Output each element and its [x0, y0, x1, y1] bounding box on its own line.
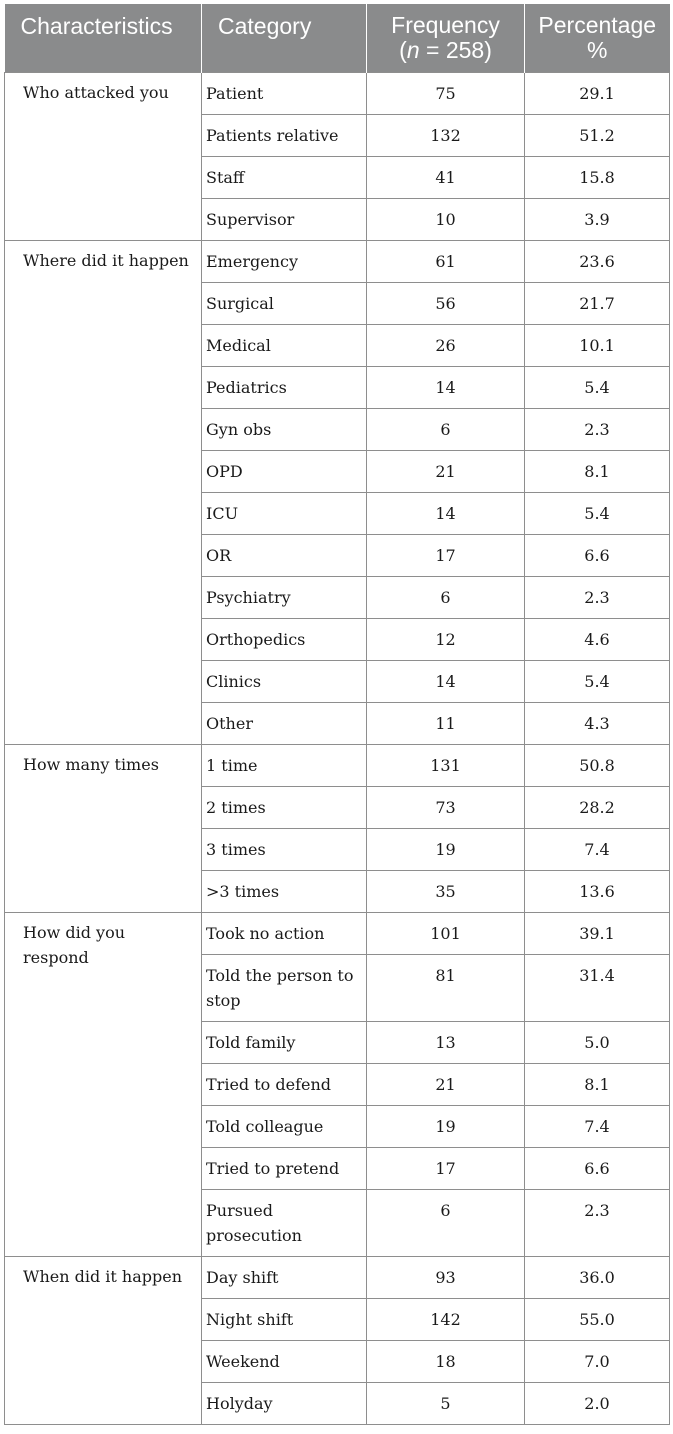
category-cell: Told colleague — [202, 1105, 367, 1147]
percentage-cell: 3.9 — [525, 198, 670, 240]
percentage-cell: 21.7 — [525, 282, 670, 324]
frequency-cell: 14 — [367, 492, 525, 534]
percentage-cell: 51.2 — [525, 114, 670, 156]
category-cell: Told family — [202, 1021, 367, 1063]
frequency-cell: 93 — [367, 1256, 525, 1298]
frequency-cell: 56 — [367, 282, 525, 324]
category-cell: Orthopedics — [202, 618, 367, 660]
frequency-cell: 21 — [367, 450, 525, 492]
frequency-cell: 19 — [367, 828, 525, 870]
frequency-cell: 12 — [367, 618, 525, 660]
frequency-cell: 75 — [367, 72, 525, 114]
category-cell: OPD — [202, 450, 367, 492]
frequency-cell: 17 — [367, 534, 525, 576]
category-cell: OR — [202, 534, 367, 576]
table-row — [5, 912, 670, 954]
frequency-cell: 132 — [367, 114, 525, 156]
characteristic-cell: How many times — [5, 744, 202, 912]
category-cell: Pursued prosecution — [202, 1189, 367, 1256]
percentage-cell: 23.6 — [525, 240, 670, 282]
category-cell: Pediatrics — [202, 366, 367, 408]
header-frequency-label: Frequency — [391, 11, 500, 38]
frequency-cell: 10 — [367, 198, 525, 240]
percentage-cell: 31.4 — [525, 954, 670, 1021]
category-cell: >3 times — [202, 870, 367, 912]
category-cell: Holyday — [202, 1382, 367, 1424]
frequency-cell: 73 — [367, 786, 525, 828]
category-cell: Psychiatry — [202, 576, 367, 618]
frequency-cell: 5 — [367, 1382, 525, 1424]
percentage-cell: 7.4 — [525, 828, 670, 870]
header-percentage-label: Percentage — [538, 11, 657, 38]
frequency-cell: 11 — [367, 702, 525, 744]
frequency-cell: 35 — [367, 870, 525, 912]
header-frequency-n-rest: = 258) — [419, 36, 492, 63]
percentage-cell: 2.0 — [525, 1382, 670, 1424]
frequency-cell: 61 — [367, 240, 525, 282]
violence-characteristics-table — [4, 4, 670, 1425]
category-cell: Medical — [202, 324, 367, 366]
percentage-cell: 6.6 — [525, 534, 670, 576]
category-cell: Tried to pretend — [202, 1147, 367, 1189]
category-cell: ICU — [202, 492, 367, 534]
header-frequency — [367, 4, 525, 72]
category-cell: Weekend — [202, 1340, 367, 1382]
category-cell: Tried to defend — [202, 1063, 367, 1105]
category-cell: Surgical — [202, 282, 367, 324]
category-cell: 2 times — [202, 786, 367, 828]
table-body — [5, 72, 670, 1424]
frequency-cell: 6 — [367, 408, 525, 450]
header-frequency-n — [367, 38, 524, 63]
percentage-cell: 29.1 — [525, 72, 670, 114]
header-characteristics: Characteristics — [5, 4, 202, 72]
category-cell: Other — [202, 702, 367, 744]
category-cell: Clinics — [202, 660, 367, 702]
category-cell: Supervisor — [202, 198, 367, 240]
category-cell: Night shift — [202, 1298, 367, 1340]
percentage-cell: 5.4 — [525, 492, 670, 534]
category-cell: 1 time — [202, 744, 367, 786]
frequency-cell: 18 — [367, 1340, 525, 1382]
table-row — [5, 744, 670, 786]
frequency-cell: 13 — [367, 1021, 525, 1063]
frequency-cell: 19 — [367, 1105, 525, 1147]
category-cell: Told the person to stop — [202, 954, 367, 1021]
header-percentage-unit: % — [587, 36, 608, 63]
frequency-cell: 41 — [367, 156, 525, 198]
percentage-cell: 10.1 — [525, 324, 670, 366]
characteristic-cell: How did you respond — [5, 912, 202, 1256]
header-category: Category — [202, 4, 367, 72]
category-cell: Took no action — [202, 912, 367, 954]
header-frequency-n-var: n — [406, 36, 420, 63]
frequency-cell: 131 — [367, 744, 525, 786]
percentage-cell: 2.3 — [525, 576, 670, 618]
frequency-cell: 81 — [367, 954, 525, 1021]
frequency-cell: 26 — [367, 324, 525, 366]
frequency-cell: 17 — [367, 1147, 525, 1189]
percentage-cell: 5.4 — [525, 366, 670, 408]
frequency-cell: 6 — [367, 576, 525, 618]
percentage-cell: 4.3 — [525, 702, 670, 744]
percentage-cell: 5.4 — [525, 660, 670, 702]
percentage-cell: 4.6 — [525, 618, 670, 660]
percentage-cell: 39.1 — [525, 912, 670, 954]
category-cell: Patients relative — [202, 114, 367, 156]
frequency-cell: 21 — [367, 1063, 525, 1105]
characteristic-cell: Who attacked you — [5, 72, 202, 240]
category-cell: Day shift — [202, 1256, 367, 1298]
percentage-cell: 7.0 — [525, 1340, 670, 1382]
table-row — [5, 1256, 670, 1298]
category-cell: Emergency — [202, 240, 367, 282]
frequency-cell: 101 — [367, 912, 525, 954]
characteristic-cell: Where did it happen — [5, 240, 202, 744]
percentage-cell: 55.0 — [525, 1298, 670, 1340]
category-cell: 3 times — [202, 828, 367, 870]
percentage-cell: 13.6 — [525, 870, 670, 912]
table-row — [5, 72, 670, 114]
category-cell: Gyn obs — [202, 408, 367, 450]
percentage-cell: 2.3 — [525, 1189, 670, 1256]
percentage-cell: 28.2 — [525, 786, 670, 828]
header-percentage — [525, 4, 670, 72]
percentage-cell: 2.3 — [525, 408, 670, 450]
frequency-cell: 14 — [367, 660, 525, 702]
percentage-cell: 15.8 — [525, 156, 670, 198]
frequency-cell: 14 — [367, 366, 525, 408]
percentage-cell: 8.1 — [525, 450, 670, 492]
category-cell: Staff — [202, 156, 367, 198]
frequency-cell: 142 — [367, 1298, 525, 1340]
percentage-cell: 6.6 — [525, 1147, 670, 1189]
characteristic-cell: When did it happen — [5, 1256, 202, 1424]
table-header — [5, 4, 670, 72]
category-cell: Patient — [202, 72, 367, 114]
percentage-cell: 8.1 — [525, 1063, 670, 1105]
percentage-cell: 36.0 — [525, 1256, 670, 1298]
percentage-cell: 7.4 — [525, 1105, 670, 1147]
frequency-cell: 6 — [367, 1189, 525, 1256]
percentage-cell: 50.8 — [525, 744, 670, 786]
header-frequency-paren: ( — [399, 36, 407, 63]
percentage-cell: 5.0 — [525, 1021, 670, 1063]
table-row — [5, 240, 670, 282]
